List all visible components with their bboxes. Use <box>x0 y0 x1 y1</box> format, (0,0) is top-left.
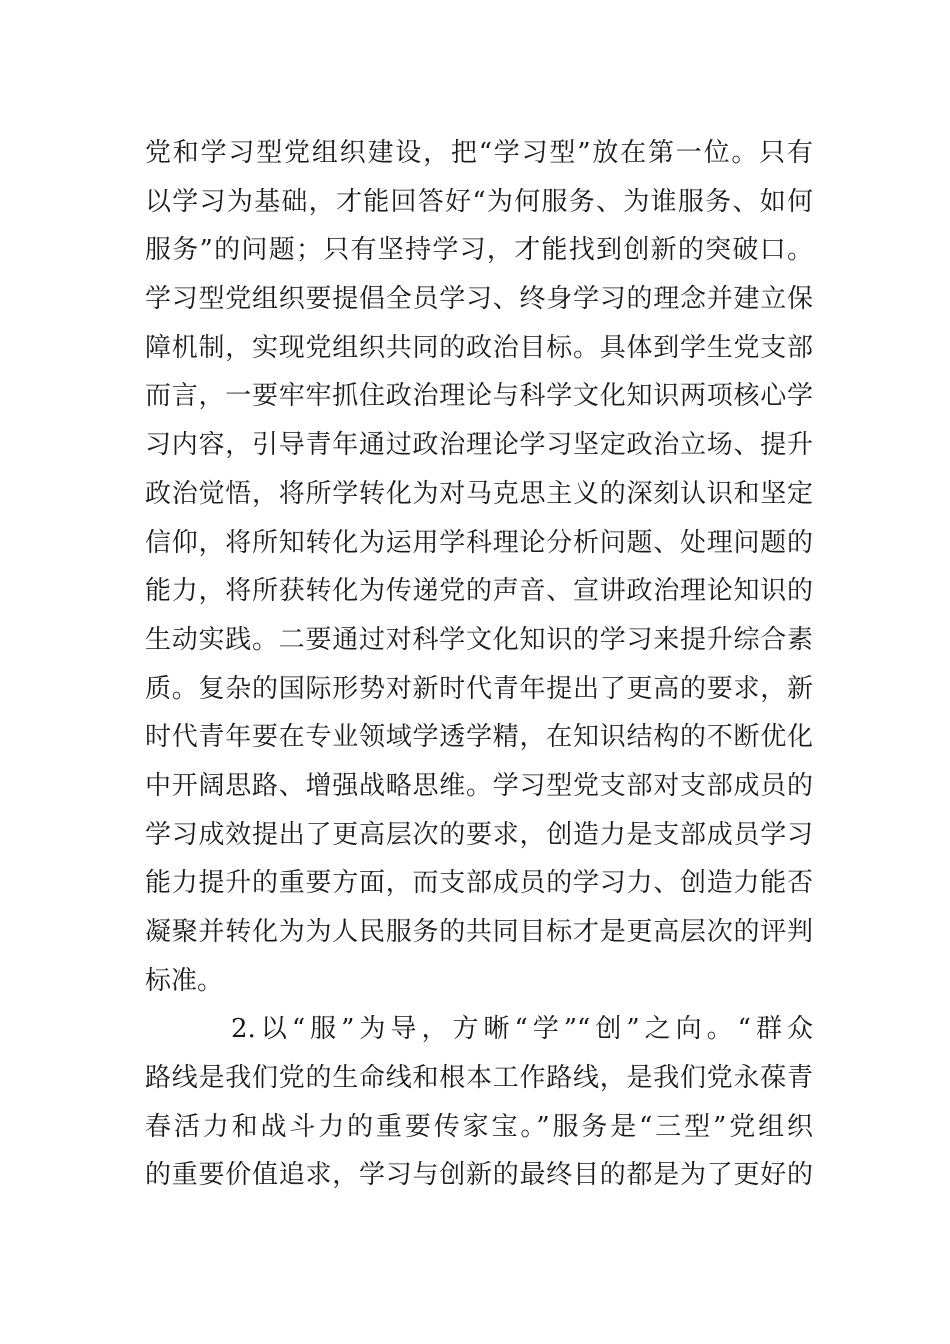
text-line: 党和学习型党组织建设，把“学习型”放在第一位。只有 <box>145 138 813 168</box>
text-line: 信仰，将所知转化为运用学科理论分析问题、处理问题的 <box>145 527 813 558</box>
text-line: 能力提升的重要方面，而支部成员的学习力、创造力能否 <box>145 868 813 899</box>
text-line: 政治觉悟，将所学转化为对马克思主义的深刻认识和坚定 <box>145 478 813 509</box>
text-line: 凝聚并转化为为人民服务的共同目标才是更高层次的评判 <box>145 917 813 947</box>
text-line: 而言，一要牢牢抓住政治理论与科学文化知识两项核心学 <box>145 381 813 412</box>
text-line: 的重要价值追求，学习与创新的最终目的都是为了更好的 <box>145 1160 813 1191</box>
text-line: 学习成效提出了更高层次的要求，创造力是支部成员学习 <box>145 819 813 850</box>
text-line: 质。复杂的国际形势对新时代青年提出了更高的要求，新 <box>145 673 813 704</box>
text-line: 学习型党组织要提倡全员学习、终身学习的理念并建立保 <box>145 284 813 315</box>
text-line: 障机制，实现党组织共同的政治目标。具体到学生党支部 <box>145 332 813 363</box>
body-text <box>145 129 813 1200</box>
text-line: 习内容，引导青年通过政治理论学习坚定政治立场、提升 <box>145 430 813 461</box>
text-line: 服务”的问题；只有坚持学习，才能找到创新的突破口。 <box>145 235 813 266</box>
text-line: 以学习为基础，才能回答好“为何服务、为谁服务、如何 <box>145 186 813 217</box>
text-line: 能力，将所获转化为传递党的声音、宣讲政治理论知识的 <box>145 576 813 607</box>
text-line: 中开阔思路、增强战略思维。学习型党支部对支部成员的 <box>145 770 813 801</box>
text-line: 生动实践。二要通过对科学文化知识的学习来提升综合素 <box>145 624 813 655</box>
text-line: 时代青年要在专业领域学透学精，在知识结构的不断优化 <box>145 722 813 753</box>
text-line: 路线是我们党的生命线和根本工作路线，是我们党永葆青 <box>145 1063 813 1094</box>
section-heading-line: 2.以“服”为导，方晰“学”“创”之向。“群众 <box>231 1014 813 1045</box>
text-line: 春活力和战斗力的重要传家宝。”服务是“三型”党组织 <box>145 1111 813 1142</box>
paragraph-end-line: 标准。 <box>145 965 224 996</box>
